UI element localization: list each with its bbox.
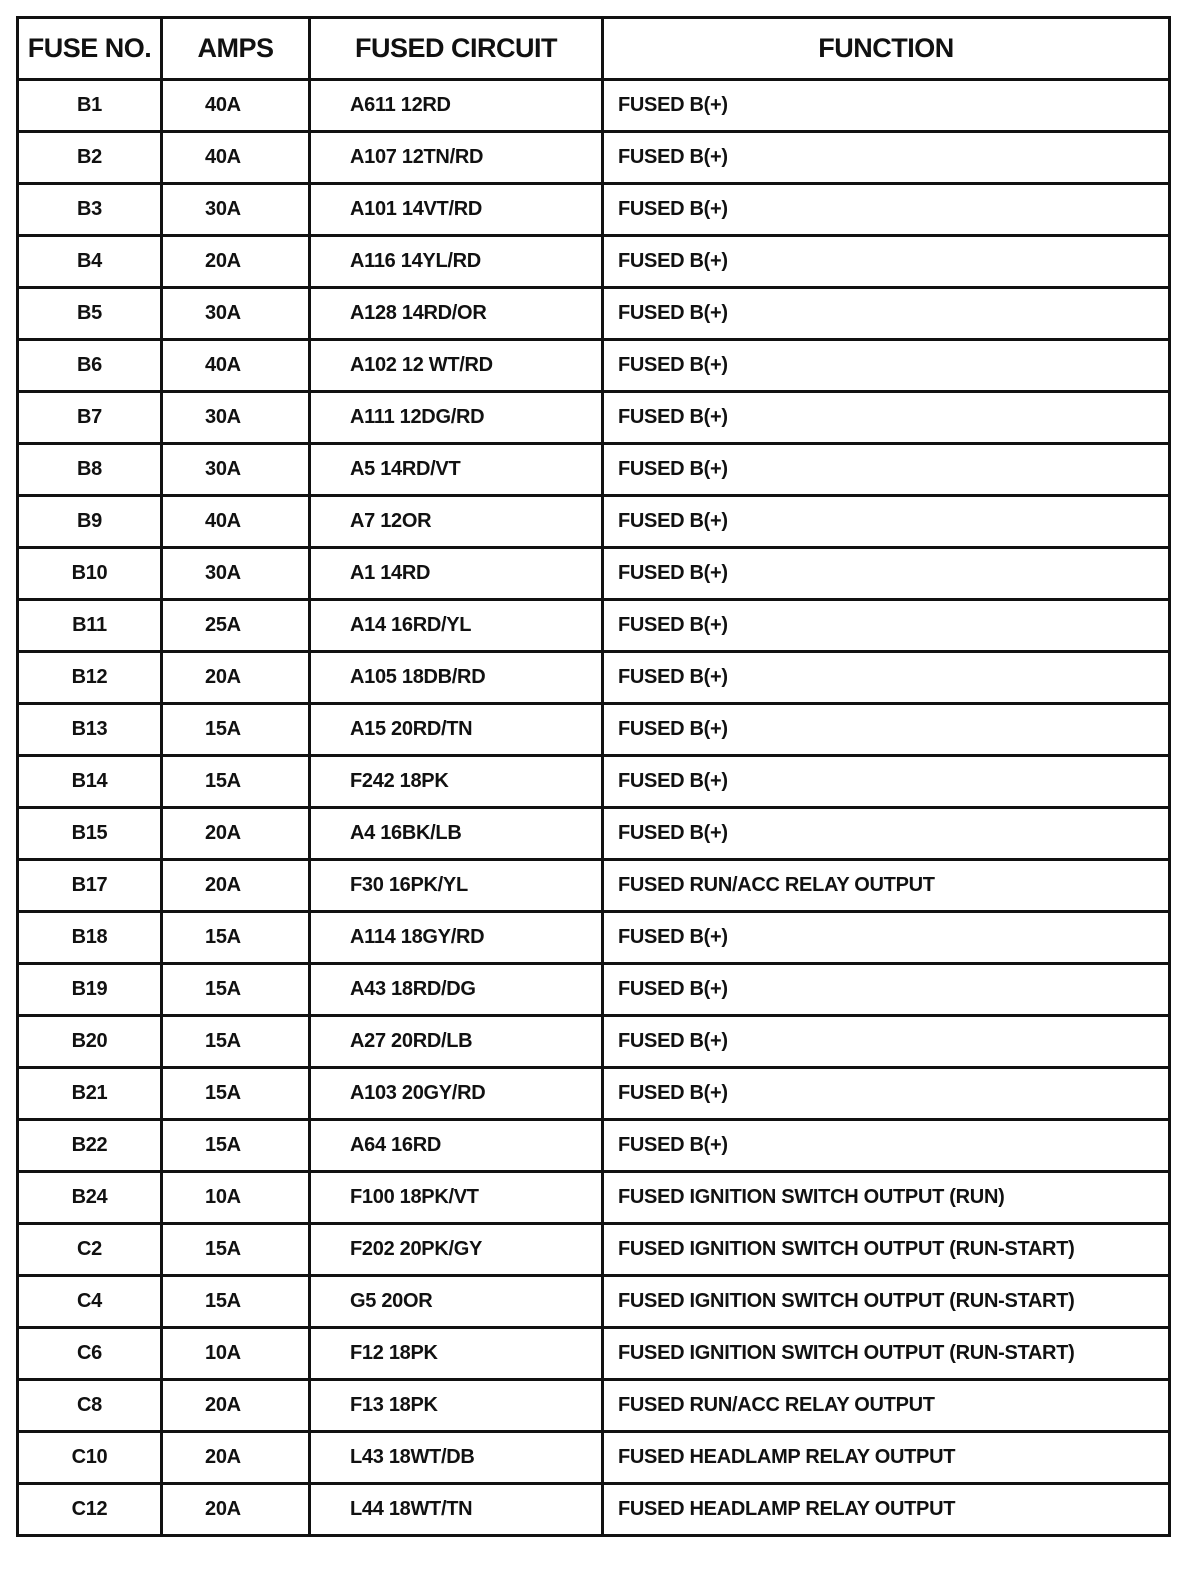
fuse-number: C12 <box>18 1484 162 1536</box>
fuse-number: B8 <box>18 444 162 496</box>
function-description: FUSED B(+) <box>603 392 1170 444</box>
fuse-number: B9 <box>18 496 162 548</box>
function-description: FUSED B(+) <box>603 236 1170 288</box>
function-description: FUSED B(+) <box>603 184 1170 236</box>
table-row <box>18 600 1170 652</box>
function-description: FUSED B(+) <box>603 964 1170 1016</box>
amps-value: 15A <box>162 756 310 808</box>
fused-circuit: F242 18PK <box>310 756 603 808</box>
table-row <box>18 1016 1170 1068</box>
table-row <box>18 132 1170 184</box>
table-row <box>18 1172 1170 1224</box>
table-row <box>18 912 1170 964</box>
table-row <box>18 288 1170 340</box>
function-description: FUSED RUN/ACC RELAY OUTPUT <box>603 860 1170 912</box>
table-row <box>18 184 1170 236</box>
table-row <box>18 1380 1170 1432</box>
table-row <box>18 1484 1170 1536</box>
amps-value: 20A <box>162 1380 310 1432</box>
fuse-table <box>16 16 1171 1537</box>
table-row <box>18 1224 1170 1276</box>
fuse-number: B10 <box>18 548 162 600</box>
fuse-number: B1 <box>18 80 162 132</box>
function-description: FUSED HEADLAMP RELAY OUTPUT <box>603 1484 1170 1536</box>
fuse-number: B3 <box>18 184 162 236</box>
amps-value: 30A <box>162 548 310 600</box>
fuse-number: B20 <box>18 1016 162 1068</box>
amps-value: 40A <box>162 132 310 184</box>
fused-circuit: A116 14YL/RD <box>310 236 603 288</box>
fuse-number: B5 <box>18 288 162 340</box>
table-row <box>18 548 1170 600</box>
amps-value: 20A <box>162 1432 310 1484</box>
function-description: FUSED B(+) <box>603 496 1170 548</box>
table-row <box>18 964 1170 1016</box>
fused-circuit: G5 20OR <box>310 1276 603 1328</box>
fuse-number: B22 <box>18 1120 162 1172</box>
fused-circuit: A4 16BK/LB <box>310 808 603 860</box>
header-fused-circuit: FUSED CIRCUIT <box>310 18 603 80</box>
function-description: FUSED B(+) <box>603 1016 1170 1068</box>
fuse-number: C8 <box>18 1380 162 1432</box>
table-row <box>18 860 1170 912</box>
fuse-number: B15 <box>18 808 162 860</box>
table-header <box>18 18 1170 80</box>
fused-circuit: A1 14RD <box>310 548 603 600</box>
table-row <box>18 444 1170 496</box>
function-description: FUSED IGNITION SWITCH OUTPUT (RUN-START) <box>603 1224 1170 1276</box>
table-row <box>18 496 1170 548</box>
function-description: FUSED IGNITION SWITCH OUTPUT (RUN-START) <box>603 1328 1170 1380</box>
fused-circuit: A101 14VT/RD <box>310 184 603 236</box>
fused-circuit: A15 20RD/TN <box>310 704 603 756</box>
table-row <box>18 704 1170 756</box>
amps-value: 40A <box>162 340 310 392</box>
fused-circuit: A103 20GY/RD <box>310 1068 603 1120</box>
function-description: FUSED B(+) <box>603 652 1170 704</box>
fused-circuit: L43 18WT/DB <box>310 1432 603 1484</box>
table-row <box>18 808 1170 860</box>
fused-circuit: A111 12DG/RD <box>310 392 603 444</box>
amps-value: 30A <box>162 444 310 496</box>
amps-value: 15A <box>162 964 310 1016</box>
amps-value: 40A <box>162 80 310 132</box>
amps-value: 30A <box>162 184 310 236</box>
fuse-number: B18 <box>18 912 162 964</box>
header-fuse-no: FUSE NO. <box>18 18 162 80</box>
amps-value: 15A <box>162 1276 310 1328</box>
amps-value: 20A <box>162 652 310 704</box>
fused-circuit: A27 20RD/LB <box>310 1016 603 1068</box>
table-row <box>18 652 1170 704</box>
amps-value: 10A <box>162 1328 310 1380</box>
function-description: FUSED B(+) <box>603 1068 1170 1120</box>
table-row <box>18 340 1170 392</box>
fuse-number: B6 <box>18 340 162 392</box>
table-row <box>18 1432 1170 1484</box>
fused-circuit: A7 12OR <box>310 496 603 548</box>
fused-circuit: A105 18DB/RD <box>310 652 603 704</box>
fuse-number: B4 <box>18 236 162 288</box>
table-row <box>18 236 1170 288</box>
header-row <box>18 18 1170 80</box>
function-description: FUSED HEADLAMP RELAY OUTPUT <box>603 1432 1170 1484</box>
fused-circuit: A114 18GY/RD <box>310 912 603 964</box>
fuse-number: C10 <box>18 1432 162 1484</box>
fuse-number: B14 <box>18 756 162 808</box>
fuse-number: C4 <box>18 1276 162 1328</box>
fused-circuit: A107 12TN/RD <box>310 132 603 184</box>
function-description: FUSED IGNITION SWITCH OUTPUT (RUN-START) <box>603 1276 1170 1328</box>
header-function: FUNCTION <box>603 18 1170 80</box>
function-description: FUSED B(+) <box>603 1120 1170 1172</box>
fused-circuit: F100 18PK/VT <box>310 1172 603 1224</box>
amps-value: 15A <box>162 1016 310 1068</box>
amps-value: 30A <box>162 392 310 444</box>
fuse-number: B17 <box>18 860 162 912</box>
fuse-number: B13 <box>18 704 162 756</box>
function-description: FUSED B(+) <box>603 704 1170 756</box>
fused-circuit: A64 16RD <box>310 1120 603 1172</box>
amps-value: 15A <box>162 1068 310 1120</box>
table-row <box>18 1328 1170 1380</box>
fused-circuit: L44 18WT/TN <box>310 1484 603 1536</box>
function-description: FUSED B(+) <box>603 132 1170 184</box>
fuse-number: C2 <box>18 1224 162 1276</box>
fuse-number: B7 <box>18 392 162 444</box>
table-row <box>18 1068 1170 1120</box>
function-description: FUSED B(+) <box>603 340 1170 392</box>
table-row <box>18 756 1170 808</box>
fuse-number: C6 <box>18 1328 162 1380</box>
fuse-number: B11 <box>18 600 162 652</box>
fused-circuit: A5 14RD/VT <box>310 444 603 496</box>
fuse-number: B19 <box>18 964 162 1016</box>
amps-value: 25A <box>162 600 310 652</box>
table-row <box>18 1276 1170 1328</box>
fused-circuit: F13 18PK <box>310 1380 603 1432</box>
amps-value: 20A <box>162 236 310 288</box>
fuse-number: B2 <box>18 132 162 184</box>
fuse-number: B24 <box>18 1172 162 1224</box>
function-description: FUSED B(+) <box>603 756 1170 808</box>
amps-value: 15A <box>162 1120 310 1172</box>
function-description: FUSED IGNITION SWITCH OUTPUT (RUN) <box>603 1172 1170 1224</box>
amps-value: 20A <box>162 1484 310 1536</box>
function-description: FUSED B(+) <box>603 808 1170 860</box>
amps-value: 40A <box>162 496 310 548</box>
fused-circuit: A611 12RD <box>310 80 603 132</box>
header-amps: AMPS <box>162 18 310 80</box>
amps-value: 30A <box>162 288 310 340</box>
amps-value: 15A <box>162 1224 310 1276</box>
fused-circuit: F12 18PK <box>310 1328 603 1380</box>
function-description: FUSED RUN/ACC RELAY OUTPUT <box>603 1380 1170 1432</box>
function-description: FUSED B(+) <box>603 444 1170 496</box>
fused-circuit: A128 14RD/OR <box>310 288 603 340</box>
function-description: FUSED B(+) <box>603 288 1170 340</box>
fused-circuit: F202 20PK/GY <box>310 1224 603 1276</box>
function-description: FUSED B(+) <box>603 548 1170 600</box>
fuse-number: B12 <box>18 652 162 704</box>
function-description: FUSED B(+) <box>603 912 1170 964</box>
fused-circuit: A102 12 WT/RD <box>310 340 603 392</box>
function-description: FUSED B(+) <box>603 600 1170 652</box>
amps-value: 15A <box>162 912 310 964</box>
fused-circuit: F30 16PK/YL <box>310 860 603 912</box>
table-row <box>18 1120 1170 1172</box>
fused-circuit: A14 16RD/YL <box>310 600 603 652</box>
table-row <box>18 392 1170 444</box>
amps-value: 20A <box>162 860 310 912</box>
fused-circuit: A43 18RD/DG <box>310 964 603 1016</box>
amps-value: 20A <box>162 808 310 860</box>
amps-value: 10A <box>162 1172 310 1224</box>
function-description: FUSED B(+) <box>603 80 1170 132</box>
table-row <box>18 80 1170 132</box>
table-body <box>18 80 1170 1536</box>
fuse-number: B21 <box>18 1068 162 1120</box>
amps-value: 15A <box>162 704 310 756</box>
